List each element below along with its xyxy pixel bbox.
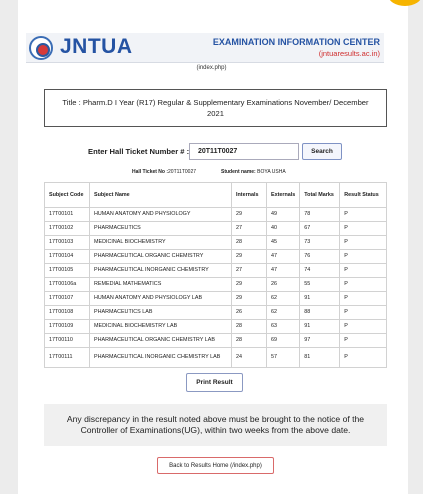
cell-result-status: P [340,306,387,320]
results-body [45,208,387,368]
cell-externals: 69 [267,334,300,348]
cell-result-status: P [340,278,387,292]
table-row [45,208,387,222]
cell-total-marks: 88 [300,306,340,320]
cell-externals: 57 [267,348,300,368]
cell-internals: 29 [232,278,267,292]
site-url[interactable]: (jntuaresults.ac.in) [318,49,380,58]
col-subject-code: Subject Code [45,183,90,208]
table-row [45,236,387,250]
cell-result-status: P [340,208,387,222]
cell-total-marks: 97 [300,334,340,348]
cell-internals: 28 [232,334,267,348]
student-name-info [221,169,286,175]
cell-result-status: P [340,264,387,278]
discrepancy-notice [44,404,387,446]
hall-ticket-number: 20T11T0027 [168,169,197,175]
cell-externals: 40 [267,222,300,236]
notification-corner-badge [388,0,422,6]
cell-internals: 26 [232,306,267,320]
student-name-caption: Student name: [221,169,256,175]
table-row [45,292,387,306]
cell-internals: 27 [232,222,267,236]
cell-total-marks: 81 [300,348,340,368]
cell-externals: 62 [267,306,300,320]
cell-total-marks: 55 [300,278,340,292]
notice-text: Any discrepancy in the result noted above must be brought to the notice of the Controller of Examinations(UG), within two weeks from the above date. [66,414,365,435]
table-header-row [45,183,387,208]
cell-subject-code: 17T00109 [45,320,90,334]
results-table [44,182,387,368]
cell-result-status: P [340,334,387,348]
cell-subject-code: 17T00105 [45,264,90,278]
cell-total-marks: 91 [300,292,340,306]
cell-internals: 27 [232,264,267,278]
hall-ticket-input[interactable] [189,143,299,160]
cell-externals: 47 [267,264,300,278]
cell-externals: 49 [267,208,300,222]
table-row [45,264,387,278]
student-name: BOYA USHA [257,169,286,175]
table-row [45,334,387,348]
cell-result-status: P [340,320,387,334]
cell-subject-code: 17T00111 [45,348,90,368]
col-externals: Externals [267,183,300,208]
site-header [26,33,384,63]
cell-subject-code: 17T00108 [45,306,90,320]
cell-internals: 28 [232,236,267,250]
cell-subject-name: PHARMACEUTICAL ORGANIC CHEMISTRY [90,250,232,264]
cell-subject-code: 17T00102 [45,222,90,236]
cell-subject-name: PHARMACEUTICS LAB [90,306,232,320]
table-row [45,222,387,236]
cell-result-status: P [340,222,387,236]
cell-total-marks: 67 [300,222,340,236]
print-result-button[interactable]: Print Result [186,373,243,392]
cell-internals: 29 [232,208,267,222]
cell-subject-code: 17T00101 [45,208,90,222]
cell-externals: 63 [267,320,300,334]
cell-total-marks: 73 [300,236,340,250]
cell-internals: 29 [232,292,267,306]
cell-internals: 24 [232,348,267,368]
search-button[interactable]: Search [302,143,342,160]
cell-subject-code: 17T00104 [45,250,90,264]
brand-title: JNTUA [60,35,133,58]
table-row [45,250,387,264]
hall-ticket-caption: Hall Ticket No : [132,169,169,175]
col-total-marks: Total Marks [300,183,340,208]
table-row [45,306,387,320]
exam-title: Title : Pharm.D I Year (R17) Regular & Supplementary Examinations November/ December 2021 [62,98,369,118]
cell-subject-name: PHARMACEUTICAL ORGANIC CHEMISTRY LAB [90,334,232,348]
cell-subject-code: 17T00103 [45,236,90,250]
cell-internals: 28 [232,320,267,334]
cell-subject-name: PHARMACEUTICAL INORGANIC CHEMISTRY LAB [90,348,232,368]
cell-subject-code: 17T00110 [45,334,90,348]
jntua-seal-icon [29,36,53,60]
cell-result-status: P [340,236,387,250]
hall-ticket-label: Enter Hall Ticket Number # : [88,147,190,156]
cell-total-marks: 78 [300,208,340,222]
cell-subject-name: HUMAN ANATOMY AND PHYSIOLOGY [90,208,232,222]
hall-ticket-info [132,169,196,175]
cell-subject-name: PHARMACEUTICAL INORGANIC CHEMISTRY [90,264,232,278]
back-to-home-button[interactable]: Back to Results Home (/index.php) [157,457,274,474]
cell-subject-name: HUMAN ANATOMY AND PHYSIOLOGY LAB [90,292,232,306]
exam-center-title: EXAMINATION INFORMATION CENTER [212,37,380,47]
cell-result-status: P [340,348,387,368]
table-row [45,348,387,368]
cell-subject-code: 17T00107 [45,292,90,306]
cell-subject-name: MEDICINAL BIOCHEMISTRY LAB [90,320,232,334]
cell-total-marks: 91 [300,320,340,334]
cell-externals: 62 [267,292,300,306]
table-row [45,278,387,292]
cell-subject-code: 17T00106a [45,278,90,292]
col-subject-name: Subject Name [90,183,232,208]
index-link[interactable]: (index.php) [196,65,227,71]
cell-result-status: P [340,292,387,306]
col-internals: Internals [232,183,267,208]
cell-subject-name: MEDICINAL BIOCHEMISTRY [90,236,232,250]
table-row [45,320,387,334]
cell-externals: 45 [267,236,300,250]
cell-subject-name: REMEDIAL MATHEMATICS [90,278,232,292]
cell-total-marks: 74 [300,264,340,278]
cell-externals: 47 [267,250,300,264]
cell-externals: 26 [267,278,300,292]
cell-internals: 29 [232,250,267,264]
col-result-status: Result Status [340,183,387,208]
cell-subject-name: PHARMACEUTICS [90,222,232,236]
cell-total-marks: 76 [300,250,340,264]
exam-title-box [44,89,387,127]
cell-result-status: P [340,250,387,264]
